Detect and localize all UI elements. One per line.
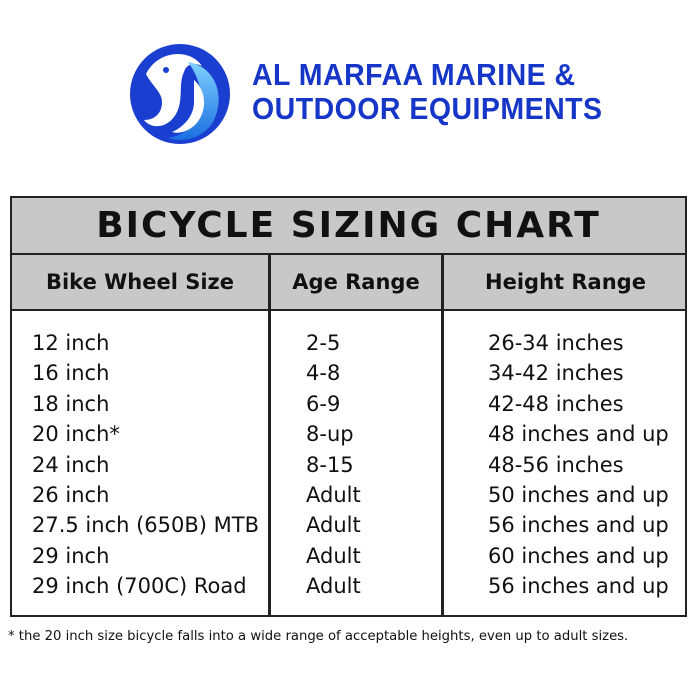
column-divider — [268, 255, 271, 615]
header-age-range: Age Range — [292, 270, 420, 294]
height-range-column — [488, 328, 669, 602]
wheel-size-column — [32, 328, 259, 602]
company-name-line1: AL MARFAA MARINE & — [252, 57, 576, 92]
company-name — [252, 58, 603, 126]
age-range-cell: Adult — [306, 543, 361, 568]
wheel-size-cell: 18 inch — [32, 391, 110, 416]
age-range-cell: Adult — [306, 482, 361, 507]
wheel-size-cell: 16 inch — [32, 361, 110, 386]
age-range-column — [306, 328, 361, 602]
header-wheel-size: Bike Wheel Size — [45, 270, 235, 294]
age-range-cell: 4-8 — [306, 361, 341, 386]
height-range-cell: 42-48 inches — [488, 391, 624, 416]
chart-title: BICYCLE SIZING CHART — [12, 198, 685, 255]
sizing-chart-table — [10, 196, 687, 617]
height-range-cell: 48-56 inches — [488, 452, 624, 477]
wheel-size-cell: 12 inch — [32, 331, 110, 355]
wheel-size-cell: 27.5 inch (650B) MTB — [32, 513, 260, 538]
brand-header — [0, 0, 700, 180]
height-range-cell: 60 inches and up — [488, 543, 669, 568]
height-range-cell: 26-34 inches — [488, 331, 624, 355]
age-range-cell: 8-15 — [306, 452, 354, 477]
age-range-cell: 2-5 — [306, 331, 341, 355]
age-range-cell: 6-9 — [306, 391, 341, 416]
column-divider — [441, 255, 444, 615]
header-height-range: Height Range — [485, 270, 646, 294]
age-range-cell: 8-up — [306, 422, 354, 447]
header-row — [12, 255, 685, 311]
age-range-cell: Adult — [306, 513, 361, 538]
wheel-size-cell: 29 inch — [32, 543, 110, 568]
company-name-line2: OUTDOOR EQUIPMENTS — [252, 91, 603, 126]
wheel-size-cell: 20 inch* — [32, 422, 120, 447]
height-range-cell: 34-42 inches — [488, 361, 624, 386]
height-range-cell: 48 inches and up — [488, 422, 669, 447]
footnote: * the 20 inch size bicycle falls into a wide range of acceptable heights, even up to adult sizes. — [8, 629, 629, 644]
wheel-size-cell: 26 inch — [32, 482, 110, 507]
wheel-size-cell: 29 inch (700C) Road — [32, 574, 247, 599]
fish-wave-logo-icon — [128, 40, 236, 148]
age-range-cell: Adult — [306, 574, 361, 599]
height-range-cell: 56 inches and up — [488, 513, 669, 538]
wheel-size-cell: 24 inch — [32, 452, 110, 477]
height-range-cell: 56 inches and up — [488, 574, 669, 599]
height-range-cell: 50 inches and up — [488, 482, 669, 507]
